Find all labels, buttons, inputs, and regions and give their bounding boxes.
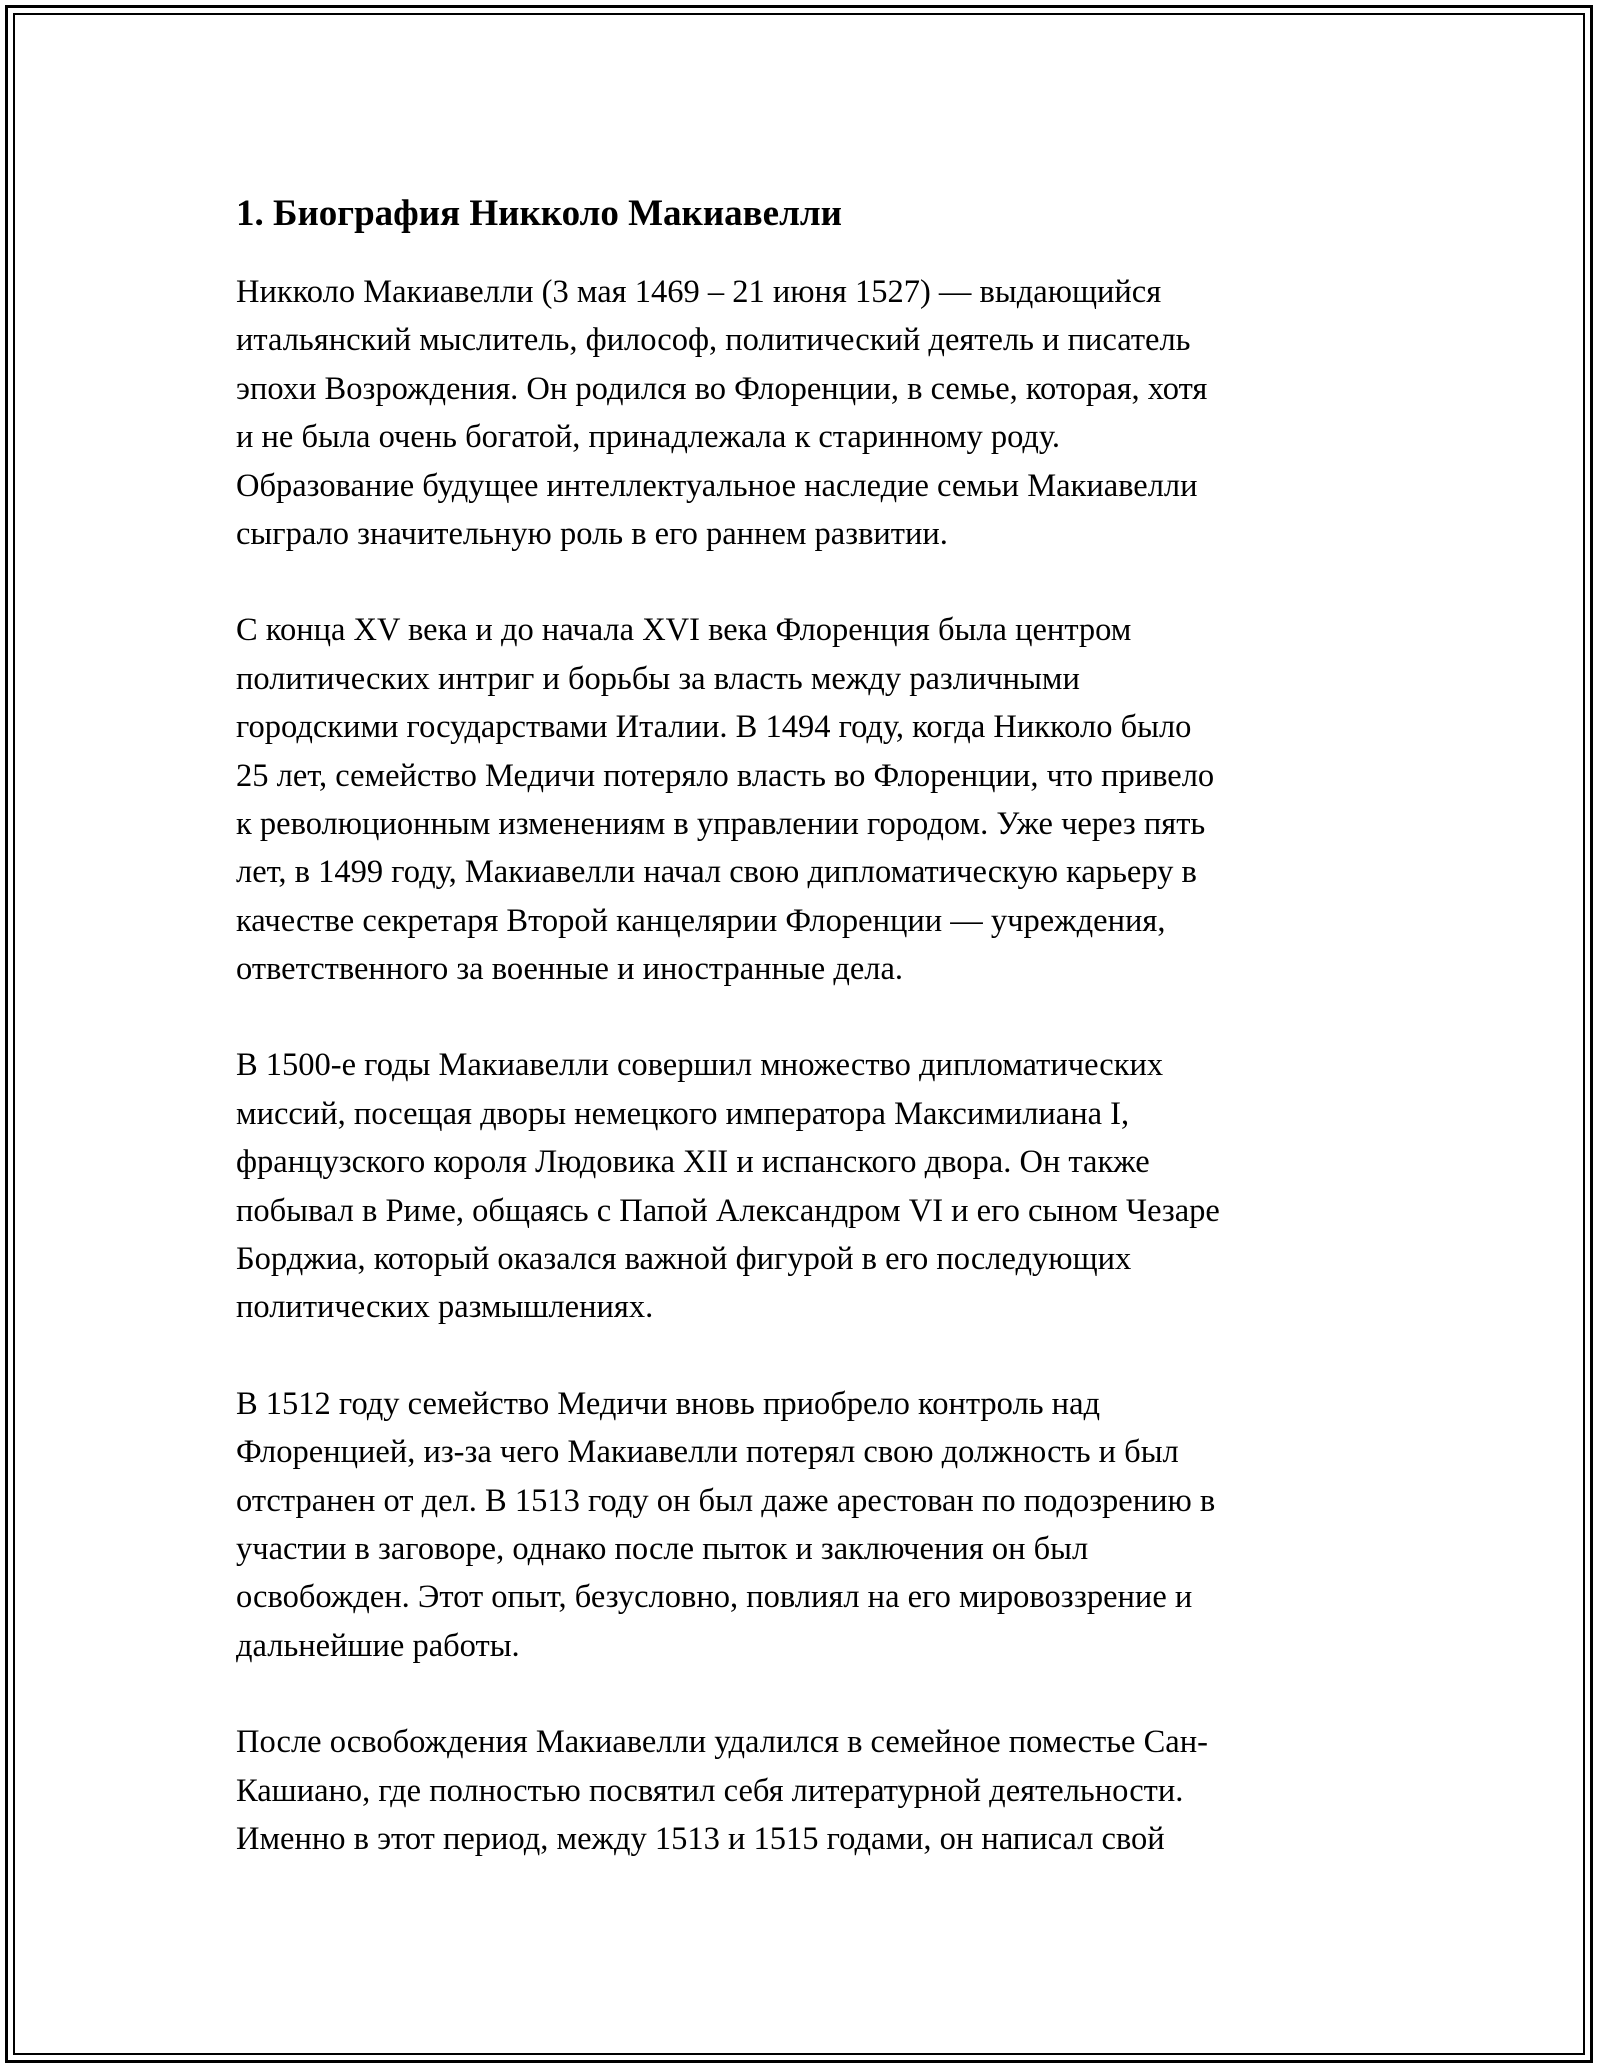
text-line: французского короля Людовика XII и испанского двора. Он также: [236, 1144, 1150, 1181]
page-title: 1. Биография Никколо Макиавелли: [236, 193, 842, 234]
text-line: итальянский мыслитель, философ, политический деятель и писатель: [236, 322, 1191, 359]
document-body: [236, 182, 1366, 1863]
paragraph-1: [236, 268, 1366, 558]
text-line: дальнейшие работы.: [236, 1627, 520, 1664]
text-line: В 1512 году семейство Медичи вновь приобрело контроль над: [236, 1385, 1101, 1422]
text-line: к революционным изменениям в управлении городом. Уже через пять: [236, 805, 1206, 842]
text-line: лет, в 1499 году, Макиавелли начал свою дипломатическую карьеру в: [236, 854, 1197, 891]
text-line: Кашиано, где полностью посвятил себя литературной деятельности.: [236, 1772, 1184, 1809]
text-line: 25 лет, семейство Медичи потеряло власть во Флоренции, что привело: [236, 757, 1215, 794]
paragraph-2: [236, 606, 1366, 993]
text-line: городскими государствами Италии. В 1494 году, когда Никколо было: [236, 709, 1192, 746]
title-spacer: [236, 246, 1366, 268]
text-line: качестве секретаря Второй канцелярии Флоренции — учреждения,: [236, 902, 1166, 939]
text-line: побывал в Риме, общаясь с Папой Александром VI и его сыном Чезаре: [236, 1192, 1220, 1229]
text-line: С конца XV века и до начала XVI века Флоренция была центром: [236, 612, 1132, 649]
paragraph-list: [236, 268, 1366, 1863]
text-line: политических интриг и борьбы за власть между различными: [236, 660, 1080, 697]
text-line: Флоренцией, из-за чего Макиавелли потерял свою должность и был: [236, 1434, 1179, 1471]
paragraph-4: [236, 1380, 1366, 1670]
text-line: После освобождения Макиавелли удалился в семейное поместье Сан-: [236, 1724, 1208, 1761]
text-line: освобожден. Этот опыт, безусловно, повлиял на его мировоззрение и: [236, 1579, 1193, 1616]
text-line: участии в заговоре, однако после пыток и заключения он был: [236, 1530, 1089, 1567]
text-line: миссий, посещая дворы немецкого императора Максимилиана I,: [236, 1095, 1130, 1132]
text-line: Именно в этот период, между 1513 и 1515 годами, он написал свой: [236, 1820, 1165, 1857]
text-line: ответственного за военные и иностранные дела.: [236, 951, 904, 988]
text-line: сыграло значительную роль в его раннем развитии.: [236, 515, 948, 552]
paragraph-3: [236, 1041, 1366, 1331]
text-line: В 1500-е годы Макиавелли совершил множество дипломатических: [236, 1047, 1164, 1084]
text-line: политических размышлениях.: [236, 1289, 654, 1326]
text-line: эпохи Возрождения. Он родился во Флоренции, в семье, которая, хотя: [236, 370, 1208, 407]
paragraph-5: [236, 1718, 1366, 1863]
text-line: и не была очень богатой, принадлежала к старинному роду.: [236, 419, 1061, 456]
text-line: Образование будущее интеллектуальное наследие семьи Макиавелли: [236, 467, 1198, 504]
text-line: Борджиа, который оказался важной фигурой в его последующих: [236, 1241, 1132, 1278]
text-line: Никколо Макиавелли (3 мая 1469 – 21 июня 1527) — выдающийся: [236, 274, 1162, 310]
text-line: отстранен от дел. В 1513 году он был даже арестован по подозрению в: [236, 1482, 1216, 1519]
